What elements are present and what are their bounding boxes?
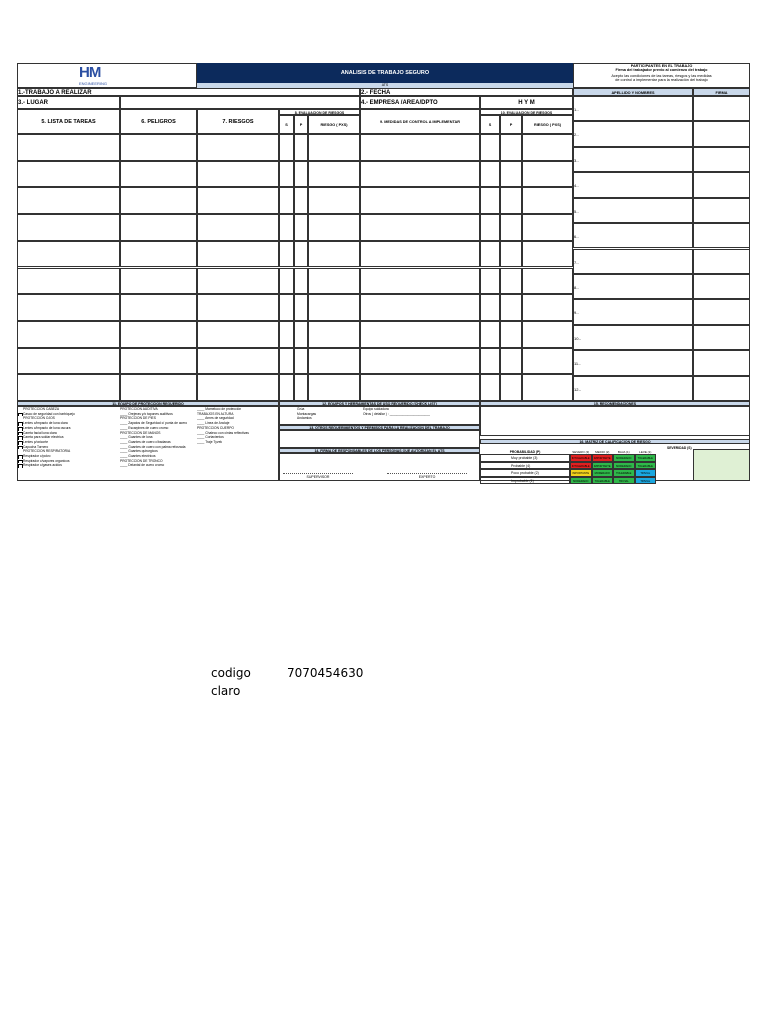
epp-item[interactable]: Lentes c/impacto de luna clara [18,421,118,426]
logo-subtitle: ENGINEERING [79,81,108,86]
task-cell[interactable] [308,161,360,188]
task-cell[interactable] [120,321,197,348]
epp-item: ____ Zapatos de Seguridad c/ punta de acero [120,421,188,426]
task-cell[interactable] [197,321,279,348]
permits-box[interactable] [279,430,480,448]
epp-item: Montacargas [297,411,317,416]
task-cell[interactable] [17,374,120,401]
epp-item: PROTECCION DE PIES [120,416,156,421]
participant-name-cell[interactable]: 12.- [573,376,693,401]
task-cell[interactable] [17,214,120,241]
task-cell[interactable] [17,348,120,375]
task-cell[interactable] [17,321,120,348]
task-cell[interactable] [522,134,573,161]
epp-item: ____ Guantes de cuero c/badanas [120,439,171,444]
resp-title: 14. FIRMA DE RESPONSABLES DE LOS PERSONAS QUE AUTORIZAN EL ATS [279,448,480,453]
task-cell[interactable] [197,268,279,295]
epp-list-1 [18,407,118,468]
task-cell[interactable] [279,268,294,295]
epp-list-2 [120,407,200,468]
matrix-title: 16. MATRIZ DE CALIFICACION DE RIESGO [480,439,750,444]
task-cell[interactable] [360,348,480,375]
probability-row-label: Muy probable (3) [480,454,570,462]
participant-sign-cell[interactable] [693,147,750,172]
epp-item: ____ Chaleco con cintas reflectivas [197,430,249,435]
risk-matrix-cell: TOLERABLE [613,469,635,477]
task-cell[interactable] [279,161,294,188]
participant-name-cell[interactable]: 5.- [573,198,693,223]
task-cell[interactable] [17,294,120,321]
column-eval-2: 10. EVALUACION DE RIESGOS [480,109,573,115]
task-cell[interactable] [294,134,308,161]
participant-sign-cell[interactable] [693,350,750,375]
company-logo: HM [79,64,101,81]
task-cell[interactable] [279,321,294,348]
task-cell[interactable] [522,161,573,188]
task-cell[interactable] [500,348,522,375]
participant-sign-header: FIRMA [693,88,750,96]
task-cell[interactable] [308,348,360,375]
risk-matrix-cell: IMPORTANTE [570,469,592,477]
task-cell[interactable] [522,374,573,401]
column-riesgos: 7. RIESGOS [197,109,279,134]
task-cell[interactable] [308,374,360,401]
task-cell[interactable] [360,214,480,241]
epp-item: ____ Traje Tyvek [197,439,223,444]
task-cell[interactable] [308,294,360,321]
epp-item: PROTECCION DE MANOS [120,430,161,435]
participant-name-cell[interactable]: 8.- [573,274,693,299]
task-cell[interactable] [308,321,360,348]
task-cell[interactable] [480,268,500,295]
epp-item[interactable]: Casco de seguridad con barbiquejo [18,412,118,417]
epp-item: ____ Guantes de cuero con palma reforzada [120,444,186,449]
task-cell[interactable] [480,294,500,321]
task-cell[interactable] [308,134,360,161]
participant-sign-cell[interactable] [693,249,750,274]
task-cell[interactable] [480,241,500,268]
epp-list-3 [197,407,277,445]
task-cell[interactable] [522,321,573,348]
task-cell[interactable] [279,374,294,401]
experto-label: EXPERTO [418,475,436,479]
probability-label: PROBABILIDAD (P) [509,450,541,454]
tools-list-2 [363,407,478,416]
task-cell[interactable] [17,187,120,214]
task-cell[interactable] [522,294,573,321]
risk-matrix-cell: MODERADO [592,469,614,477]
task-cell[interactable] [500,294,522,321]
form-subtitle: ATS [197,83,573,88]
participant-name-header: APELLIDO Y NOMBRES [573,88,693,96]
severity-col-header: BAJA (1) [617,450,630,454]
epp-item: Equipo soldadura [363,407,389,411]
task-cell[interactable] [197,348,279,375]
participant-name-cell[interactable]: 4.- [573,172,693,197]
task-cell[interactable] [480,134,500,161]
risk-matrix-cell: TRIVIAL [635,469,657,477]
task-cell[interactable] [360,294,480,321]
column-s-2: S [480,115,500,134]
task-cell[interactable] [308,241,360,268]
column-riesgo-1: RIESGO ( PXS) [308,115,360,134]
task-cell[interactable] [120,294,197,321]
task-cell[interactable] [294,161,308,188]
participants-note-2: de control a implementar para la realización del trabajo [615,78,708,82]
task-cell[interactable] [279,348,294,375]
epp-item[interactable]: Careta facial luna clara [18,431,118,436]
epp-item[interactable]: PROTECCION CABEZA [23,407,60,411]
task-cell[interactable] [360,268,480,295]
task-cell[interactable] [500,187,522,214]
task-cell[interactable] [197,214,279,241]
epp-item: ____ Orejeras y/o tapones auditivos [120,411,173,416]
participant-name-cell[interactable]: 3.- [573,147,693,172]
epp-item[interactable]: Respirador c/vapores organicos [18,459,118,464]
task-cell[interactable] [308,214,360,241]
participants-title: PARTICIPANTES EN EL TRABAJO [630,64,693,68]
participant-name-cell[interactable]: 10.- [573,325,693,350]
task-cell[interactable] [360,321,480,348]
probability-row-label: Poco probable (2) [480,469,570,477]
task-cell[interactable] [500,161,522,188]
codigo-value: 7070454630 [287,666,364,680]
probability-row-label: Probable (4) [480,462,570,470]
logo-cell [17,63,197,88]
participants-note-1: Acepto las condiciones de las tareas, riesgos y las medidas [611,74,712,78]
task-cell[interactable] [480,321,500,348]
severity-col-header: MEDIO (2) [595,450,610,454]
column-peligros: 6. PELIGROS [120,109,197,134]
reco-box[interactable] [480,406,750,436]
risk-matrix-cell: TOLERABLE [635,462,657,470]
epp-item: ____ Escarpines de cuero cromo [120,425,169,430]
task-cell[interactable] [294,268,308,295]
epp-item: Grúa [297,407,305,411]
epp-item[interactable]: Lentes c/impacto de luna oscura [18,426,118,431]
risk-matrix-cell: INTOLERABLE [570,454,592,462]
probability-row-label: Improbable (1) [480,477,570,485]
task-cell[interactable] [360,134,480,161]
task-cell[interactable] [17,134,120,161]
risk-matrix-cell: IMPORTANTE [592,454,614,462]
task-cell[interactable] [197,187,279,214]
task-cell[interactable] [294,187,308,214]
field-lugar-value[interactable] [120,96,360,109]
participant-name-cell[interactable]: 2.- [573,121,693,146]
task-cell[interactable] [480,374,500,401]
task-cell[interactable] [294,348,308,375]
form-title: ANALISIS DE TRABAJO SEGURO [197,63,573,83]
participant-name-cell[interactable]: 7.- [573,249,693,274]
risk-matrix-cell: TRIVIAL [613,477,635,485]
task-cell[interactable] [522,241,573,268]
field-fecha[interactable]: 2.- FECHA [360,88,573,96]
task-cell[interactable] [522,268,573,295]
participant-sign-cell[interactable] [693,299,750,324]
severity-label: SEVERIDAD (S) [667,446,692,450]
epp-item[interactable]: Capucha Tornero [18,445,118,450]
epp-item: ____ Guantes quirurgicos [120,449,158,454]
task-cell[interactable] [500,374,522,401]
column-p-2: P [500,115,522,134]
checkbox-icon[interactable] [18,464,23,468]
claro-label: claro [211,684,241,698]
tools-list-1 [297,407,357,421]
task-cell[interactable] [197,161,279,188]
task-cell[interactable] [120,268,197,295]
task-cell[interactable] [120,187,197,214]
task-cell[interactable] [480,187,500,214]
epp-item: ____ Linea de Anclaje [197,421,230,426]
task-cell[interactable] [120,214,197,241]
epp-item: ____ Delantal de cuero cromo [120,463,165,468]
column-tareas: 5. LISTA DE TAREAS [17,109,120,134]
task-cell[interactable] [279,134,294,161]
task-cell[interactable] [522,187,573,214]
epp-item: Otros ( detallar ) : ______________________ [363,411,430,416]
participant-sign-cell[interactable] [693,223,750,248]
task-cell[interactable] [197,374,279,401]
epp-item: TRABAJOS EN ALTURA [197,411,234,416]
column-s-1: S [279,115,294,134]
risk-matrix-cell: MODERADO [613,454,635,462]
ats-form [17,63,750,481]
task-cell[interactable] [279,241,294,268]
task-cell[interactable] [120,348,197,375]
participants-header [573,63,750,88]
severity-col-header: LEVE (1) [639,450,652,454]
epp-item: Andamios [297,416,312,421]
task-cell[interactable] [308,187,360,214]
risk-matrix-cell: TOLERABLE [592,477,614,485]
epp-title: 11. EQUIPO DE PROTECCION REQUERIDO [17,401,279,406]
risk-matrix-cell: INTOLERABLE [570,462,592,470]
codigo-label: codigo [211,666,251,680]
risk-matrix-cell: MODERADO [613,462,635,470]
field-lugar[interactable]: 3.- LUGAR [17,96,120,109]
task-cell[interactable] [294,294,308,321]
field-empresa[interactable]: 4.- EMPRESA /AREA/DPTO [360,96,480,109]
participant-name-cell[interactable]: 9.- [573,299,693,324]
participant-name-cell[interactable]: 11.- [573,350,693,375]
task-cell[interactable] [279,214,294,241]
task-cell[interactable] [120,161,197,188]
task-cell[interactable] [279,187,294,214]
epp-item: PROTECCION AUDITIVA [120,407,158,411]
epp-item: ____ Arnes de seguridad [197,416,234,421]
epp-item[interactable]: PROTECCION RESPIRATORIA [23,449,71,454]
task-cell[interactable] [17,161,120,188]
task-cell[interactable] [294,241,308,268]
task-cell[interactable] [294,374,308,401]
participants-subtitle: Firma del trabajador previo al comienzo del trabajo [615,68,708,72]
task-cell[interactable] [294,214,308,241]
epp-item: ____ Guantes de lona [120,435,153,440]
task-cell[interactable] [500,321,522,348]
participant-name-cell[interactable]: 1.- [573,96,693,121]
epp-item: ____ Guantes electricos [120,454,156,459]
epp-item[interactable]: Respirador c/polvo [18,454,118,459]
task-cell[interactable] [360,187,480,214]
task-cell[interactable] [480,214,500,241]
task-cell[interactable] [197,294,279,321]
task-cell[interactable] [360,241,480,268]
column-medidas: 9. MEDIDAS DE CONTROL A IMPLEMENTAR [360,109,480,134]
permits-title: 13. OTROS REQUERIMIENTOS Y PERMISOS PARA LA REALIZACION DEL TRABAJO [279,425,480,430]
task-cell[interactable] [279,294,294,321]
risk-matrix-cell: TOLERABLE [635,454,657,462]
participant-sign-cell[interactable] [693,274,750,299]
task-cell[interactable] [294,321,308,348]
task-cell[interactable] [480,161,500,188]
task-cell[interactable] [17,241,120,268]
epp-item[interactable]: Respirador c/gases acidos [18,463,118,468]
task-cell[interactable] [360,161,480,188]
epp-item[interactable]: Lentes p/oxicorte [18,440,118,445]
task-cell[interactable] [120,374,197,401]
participant-sign-cell[interactable] [693,172,750,197]
epp-item[interactable]: PROTECCION OJOS [23,416,55,421]
task-cell[interactable] [197,134,279,161]
reco-title: 15. RECOMENDACIONES [480,401,750,406]
task-cell[interactable] [120,241,197,268]
participant-name-cell[interactable]: 6.- [573,223,693,248]
task-cell[interactable] [120,134,197,161]
tools-title: 12. EQUIPOS Y HERRAMIENTAS DE USO REQUERIDO (CHECK LIST) [279,401,480,406]
task-cell[interactable] [17,268,120,295]
participant-sign-cell[interactable] [693,376,750,401]
task-cell[interactable] [500,268,522,295]
column-p-1: P [294,115,308,134]
matrix-legend-fill [693,449,750,481]
task-cell[interactable] [522,214,573,241]
task-cell[interactable] [360,374,480,401]
field-trabajo[interactable]: 1.-TRABAJO A REALIZAR [17,88,360,96]
risk-matrix-cell: IMPORTANTE [592,462,614,470]
column-riesgo-2: RIESGO ( PXS) [522,115,573,134]
epp-item: PROTECCION CUERPO [197,425,235,430]
epp-item[interactable]: Careta para soldar electrica [18,435,118,440]
task-cell[interactable] [522,348,573,375]
risk-matrix-cell: TRIVIAL [635,477,657,485]
task-cell[interactable] [480,348,500,375]
epp-item: ____ Cortavientos [197,435,224,440]
epp-item: PROTECCION DE TRONCO [120,458,163,463]
task-cell[interactable] [197,241,279,268]
participant-sign-cell[interactable] [693,325,750,350]
supervisor-label: SUPERVISOR [306,475,330,479]
risk-matrix-cell: MODERADO [570,477,592,485]
severity-col-header: SEVERO (3) [572,450,590,454]
epp-item: ____ Mameluco de protección [197,407,242,411]
task-cell[interactable] [500,134,522,161]
field-empresa-value[interactable]: H Y M [480,96,573,109]
task-cell[interactable] [308,268,360,295]
column-eval-1: 8. EVALUACION DE RIESGOS [279,109,360,115]
task-cell[interactable] [500,214,522,241]
participant-sign-cell[interactable] [693,121,750,146]
participant-sign-cell[interactable] [693,96,750,121]
task-cell[interactable] [500,241,522,268]
participant-sign-cell[interactable] [693,198,750,223]
